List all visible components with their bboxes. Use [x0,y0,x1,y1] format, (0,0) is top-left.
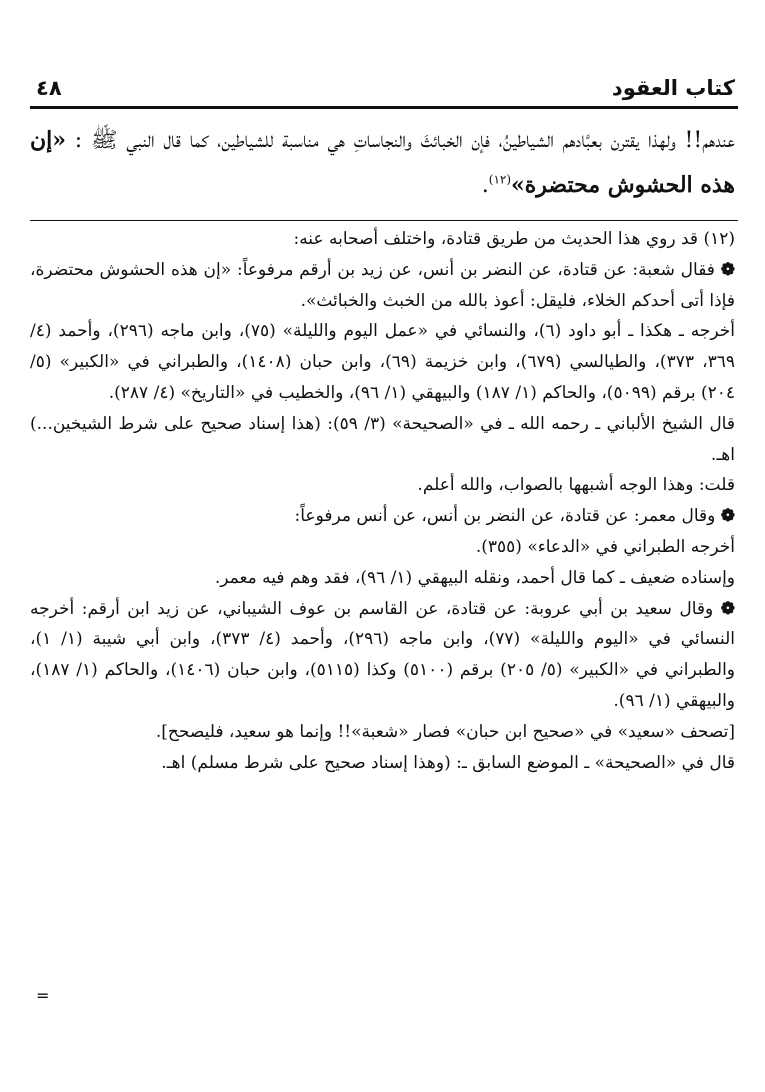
footnote-paragraph: قال في «الصحيحة» ـ الموضع السابق ـ: (وهذا إسناد صحيح على شرط مسلم) اهـ. [161,752,735,773]
asterism-icon: ❁ [720,506,735,527]
header-rule [30,106,738,109]
book-title: كتاب العقود [611,76,735,100]
main-text-end: . [481,173,489,198]
footnote-rule [30,220,738,221]
page-header [30,70,735,104]
footnote-paragraph: أخرجه ـ هكذا ـ أبو داود (٦)، والنسائي في «عمل اليوم والليلة» (٧٥)، وابن ماجه (٢٩٦)، وأحمد (٤/ ٣٦٩، ٣٧٣)، والطيالسي (٦٧٩)، وابن خزيمة (٦٩)، وابن حبان (١٤٠٨)، والطبراني في «الكبير» (٥/ ٢٠٤) برقم (٥٠٩٩)، والحاكم (١/ ١٨٧) والبيهقي (١/ ٩٦)، والخطيب في «التاريخ» (٤/ ٢٨٧). [30,321,736,403]
footnote-section [30,224,735,778]
main-text-before: عندهم!! ولهذا يقترن بعبَّادهم الشياطينُ، فإن الخبائثَ والنجاساتِ هي مناسبة للشياطين، كما قال النبي ﷺ : [66,128,735,153]
footnote-paragraph: قلت: وهذا الوجه أشبهها بالصواب، والله أعلم. [417,475,735,496]
footnote-paragraph-text: وقال سعيد بن أبي عروبة: عن قتادة، عن القاسم بن عوف الشيباني، عن زيد ابن أرقم: أخرجه النسائي في «اليوم والليلة» (٧٧)، وابن ماجه (٢٩٦)، وأحمد (٤/ ٣٧٣)، وابن أبي شيبة (١/ ١)، والطبراني في «الكبير» (٥/ ٢٠٥) برقم (٥١٠٠) وكذا (٥١١٥)، وابن حبان (١٤٠٦)، والحاكم (١/ ١٨٧)، والبيهقي (١/ ٩٦). [30,598,736,711]
footnote-paragraph [30,501,735,532]
footnote-paragraph: قال الشيخ الألباني ـ رحمه الله ـ في «الصحيحة» (٣/ ٥٩): (هذا إسناد صحيح على شرط الشيخين...) اهـ. [30,413,735,465]
footnote-paragraph-text: فقال شعبة: عن قتادة، عن النضر بن أنس، عن زيد بن أرقم مرفوعاً: «إن هذه الحشوش محتضرة، فإذا أتى أحدكم الخلاء، فليقل: أعوذ بالله من الخبث والخبائث». [30,259,735,311]
asterism-icon: ❁ [720,259,736,280]
continuation-mark: = [36,986,50,1005]
footnote-intro: (١٢) قد روي هذا الحديث من طريق قتادة، واختلف أصحابه عنه: [293,229,735,249]
footnote-paragraph-text: وقال معمر: عن قتادة، عن النضر بن أنس، عن أنس مرفوعاً: [294,506,716,527]
page-number: ٤٨ [36,76,62,100]
main-text [30,118,735,208]
footnote-paragraph: وإسناده ضعيف ـ كما قال أحمد، ونقله البيهقي (١/ ٩٦)، فقد وهم فيه معمر. [214,567,735,588]
footnote-paragraph: أخرجه الطبراني في «الدعاء» (٣٥٥). [475,536,735,557]
asterism-icon: ❁ [720,598,735,619]
footnote-paragraph: [تصحف «سعيد» في «صحيح ابن حبان» فصار «شعبة»!! وإنما هو سعيد، فليصحح]. [155,721,735,742]
main-paragraph [30,118,735,208]
footnote-ref: (١٢) [488,172,512,187]
footnote-paragraph [30,255,735,317]
hadith-quote: «إن هذه الحشوش محتضرة» [30,127,735,198]
footnote-paragraph [30,594,735,717]
